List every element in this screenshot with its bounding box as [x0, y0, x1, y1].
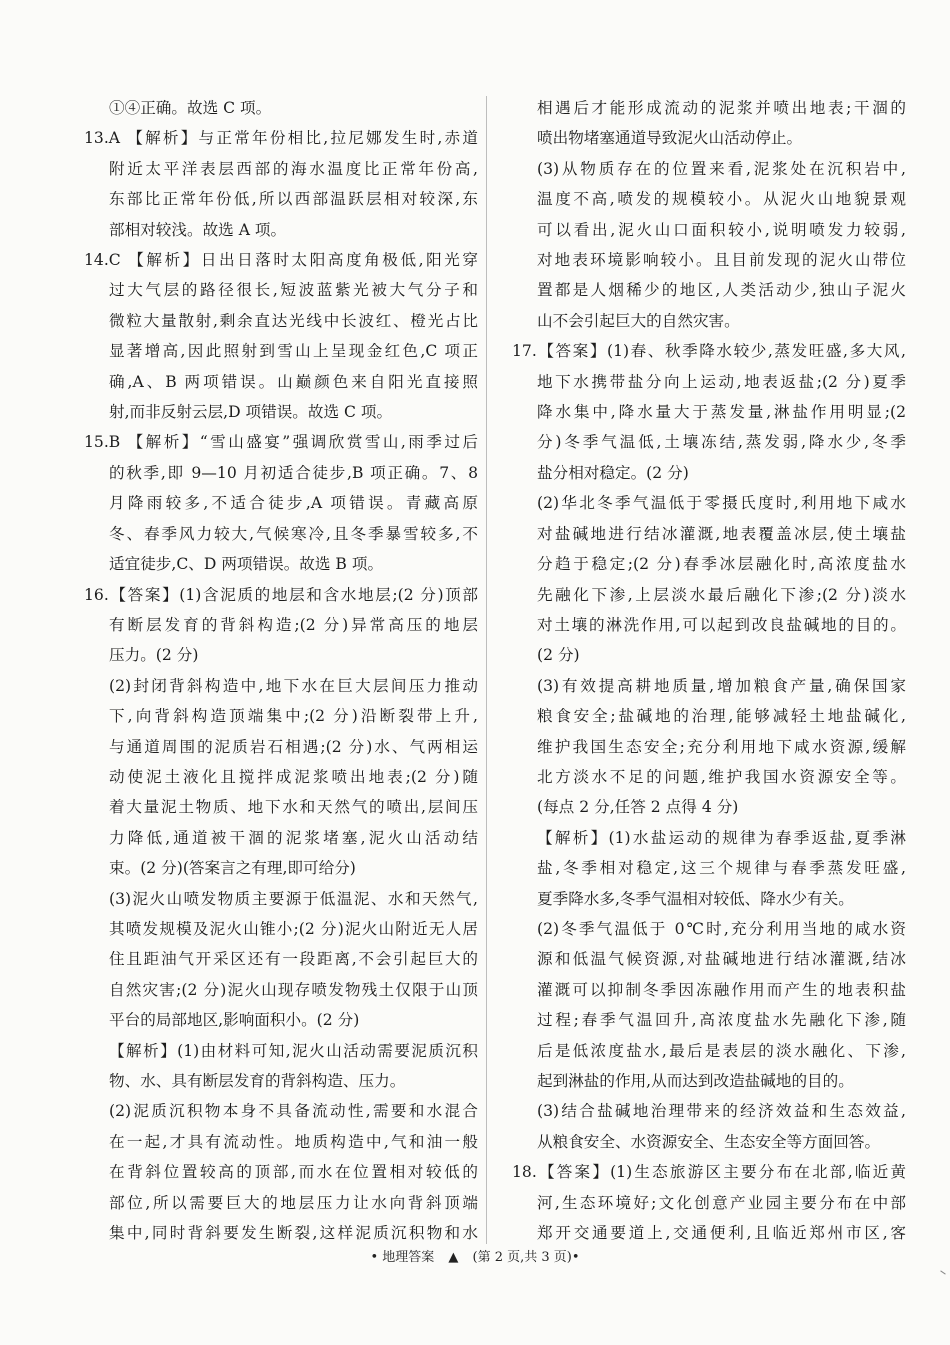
text-line: 源和低温气候资源,对盐碱地进行结冰灌溉,结冰: [537, 950, 906, 969]
text-line: (2)冬季气温低于 0℃时,充分利用当地的咸水资: [537, 919, 906, 938]
text-line: 着大量泥土物质、地下水和天然气的喷出,层间压: [109, 798, 478, 817]
text-line: 微粒大量散射,剩余直达光线中长波红、橙光占比: [109, 311, 478, 330]
text-line: 与通道周围的泥质岩石相遇;(2 分)水、气两相运: [109, 737, 478, 756]
text-line: 喷出物堵塞通道导致泥火山活动停止。: [537, 129, 803, 148]
text-line: 置都是人烟稀少的地区,人类活动少,独山子泥火: [537, 281, 906, 300]
text-line: 16.【答案】(1)含泥质的地层和含水地层;(2 分)顶部: [84, 585, 478, 604]
text-line: (3)泥火山喷发物质主要源于低温泥、水和天然气,: [109, 889, 478, 908]
text-line: 夏季降水多,冬季气温相对较低、降水少有关。: [537, 889, 854, 908]
text-line: 维护我国生态安全;充分利用地下咸水资源,缓解: [537, 737, 906, 756]
text-line: 17.【答案】(1)春、秋季降水较少,蒸发旺盛,多大风,: [512, 342, 906, 361]
text-line: 压力。(2 分): [109, 646, 199, 665]
text-line: 粮食安全;盐碱地的治理,能够减轻土地盐碱化,: [537, 707, 906, 726]
footer-page-info: (第 2 页,共 3 页)•: [472, 1250, 580, 1265]
text-line: (2)华北冬季气温低于零摄氏度时,利用地下咸水: [537, 494, 906, 513]
text-line: 15.B 【解析】“雪山盛宴”强调欣赏雪山,雨季过后: [84, 433, 478, 452]
text-line: 13.A 【解析】与正常年份相比,拉尼娜发生时,赤道: [84, 129, 478, 148]
text-line: 物、水、具有断层发育的背斜构造、压力。: [109, 1072, 406, 1090]
text-line: 的秋季,即 9—10 月初适合徒步,B 项正确。7、8: [109, 463, 478, 482]
text-line: ①④正确。故选 C 项。: [109, 99, 272, 117]
text-line: 盐分相对稳定。(2 分): [537, 463, 689, 482]
text-line: 过大气层的路径很长,短波蓝紫光被大气分子和: [109, 281, 478, 300]
text-line: 山不会引起巨大的自然灾害。: [537, 311, 740, 330]
text-line: 18.【答案】(1)生态旅游区主要分布在北部,临近黄: [512, 1163, 906, 1182]
left-column: [84, 93, 478, 1248]
text-line: 从粮食安全、水资源安全、生态安全等方面回答。: [537, 1132, 881, 1151]
text-line: (每点 2 分,任答 2 点得 4 分): [537, 798, 739, 817]
text-line: 附近太平洋表层西部的海水温度比正常年份高,: [109, 159, 478, 178]
text-line: 显著增高,因此照射到雪山上呈现金红色,C 项正: [109, 342, 478, 361]
right-column: [512, 93, 906, 1248]
corner-mark: [940, 1270, 945, 1274]
text-line: 【解析】(1)水盐运动的规律为春季返盐,夏季淋: [537, 828, 906, 847]
text-line: 集中,同时背斜要发生断裂,这样泥质沉积物和水: [109, 1224, 478, 1243]
text-line: 自然灾害;(2 分)泥火山现存喷发物残土仅限于山顶: [109, 980, 478, 999]
text-line: 力降低,通道被干涸的泥浆堵塞,泥火山活动结: [109, 828, 478, 847]
text-line: 先融化下渗,上层淡水最后融化下渗;(2 分)淡水: [537, 585, 906, 604]
text-line: 有断层发育的背斜构造;(2 分)异常高压的地层: [109, 615, 478, 634]
text-line: 温度不高,喷发的规模较小。从泥火山地貌景观: [537, 190, 906, 209]
text-line: 平台的局部地区,影响面积小。(2 分): [109, 1011, 360, 1030]
text-line: 确,A、B 两项错误。山巅颜色来自阳光直接照: [109, 372, 478, 391]
text-line: 郑开交通要道上,交通便利,且临近郑州市区,客: [537, 1224, 906, 1243]
text-line: 住且距油气开采区还有一段距离,不会引起巨大的: [109, 950, 478, 969]
page-footer: [0, 1248, 950, 1268]
text-line: 后是低浓度盐水,最后是表层的淡水融化、下渗,: [537, 1041, 906, 1060]
text-line: 过程;春季气温回升,高浓度盐水先融化下渗,随: [537, 1011, 906, 1030]
text-line: 适宜徒步,C、D 两项错误。故选 B 项。: [109, 555, 384, 574]
text-line: 地下水携带盐分向上运动,地表返盐;(2 分)夏季: [537, 372, 906, 391]
text-line: 相遇后才能形成流动的泥浆并喷出地表;干涸的: [537, 99, 906, 117]
text-line: 【解析】(1)由材料可知,泥火山活动需要泥质沉积: [109, 1041, 478, 1060]
triangle-icon: ▲: [448, 1250, 459, 1265]
text-line: 分)冬季气温低,土壤冻结,蒸发弱,降水少,冬季: [537, 433, 906, 452]
text-line: 对地表环境影响较小。且目前发现的泥火山带位: [537, 251, 906, 270]
text-line: 盐,冬季相对稳定,这三个规律与春季蒸发旺盛,: [537, 859, 906, 878]
text-line: 降水集中,降水量大于蒸发量,淋盐作用明显;(2: [537, 403, 906, 422]
text-line: 束。(2 分)(答案言之有理,即可给分): [109, 859, 356, 878]
text-line: 其喷发规模及泥火山锥小;(2 分)泥火山附近无人居: [109, 919, 478, 938]
text-line: 在背斜位置较高的顶部,而水在位置相对较低的: [109, 1163, 478, 1182]
column-divider: [486, 96, 487, 1244]
text-line: 河,生态环境好;文化创意产业园主要分布在中部: [537, 1193, 906, 1212]
text-line: 东部比正常年份低,所以西部温跃层相对较深,东: [109, 190, 478, 209]
text-line: (2 分): [537, 646, 580, 665]
text-line: 北方淡水不足的问题,维护我国水资源安全等。: [537, 767, 906, 786]
text-line: 对盐碱地进行结冰灌溉,地表覆盖冰层,使土壤盐: [537, 524, 906, 543]
text-line: (3)有效提高耕地质量,增加粮食产量,确保国家: [537, 676, 906, 695]
text-line: (2)封闭背斜构造中,地下水在巨大层间压力推动: [109, 676, 478, 695]
text-line: 灌溉可以抑制冬季因冻融作用而产生的地表积盐: [537, 980, 906, 999]
text-line: 可以看出,泥火山口面积较小,说明喷发力较弱,: [537, 220, 906, 239]
text-line: 冬、春季风力较大,气候寒冷,且冬季暴雪较多,不: [109, 524, 478, 543]
footer-subject: • 地理答案: [370, 1250, 435, 1265]
text-line: 月降雨较多,不适合徒步,A 项错误。青藏高原: [109, 494, 478, 513]
text-line: (3)从物质存在的位置来看,泥浆处在沉积岩中,: [537, 159, 906, 178]
text-line: 对土壤的淋洗作用,可以起到改良盐碱地的目的。: [537, 615, 906, 634]
text-line: 部位,所以需要巨大的地层压力让水向背斜顶端: [109, 1193, 478, 1212]
text-line: 在一起,才具有流动性。地质构造中,气和油一般: [109, 1132, 478, 1151]
text-line: 动使泥土液化且搅拌成泥浆喷出地表;(2 分)随: [109, 767, 478, 786]
text-line: 射,而非反射云层,D 项错误。故选 C 项。: [109, 403, 393, 422]
text-line: 起到淋盐的作用,从而达到改造盐碱地的目的。: [537, 1072, 854, 1090]
text-line: 部相对较浅。故选 A 项。: [109, 220, 287, 239]
text-line: 分趋于稳定;(2 分)春季冰层融化时,高浓度盐水: [537, 555, 906, 574]
text-line: 14.C 【解析】日出日落时太阳高度角极低,阳光穿: [84, 251, 478, 270]
text-line: 下,向背斜构造顶端集中;(2 分)沿断裂带上升,: [109, 707, 478, 726]
text-line: (2)泥质沉积物本身不具备流动性,需要和水混合: [109, 1102, 478, 1121]
text-line: (3)结合盐碱地治理带来的经济效益和生态效益,: [537, 1102, 906, 1121]
